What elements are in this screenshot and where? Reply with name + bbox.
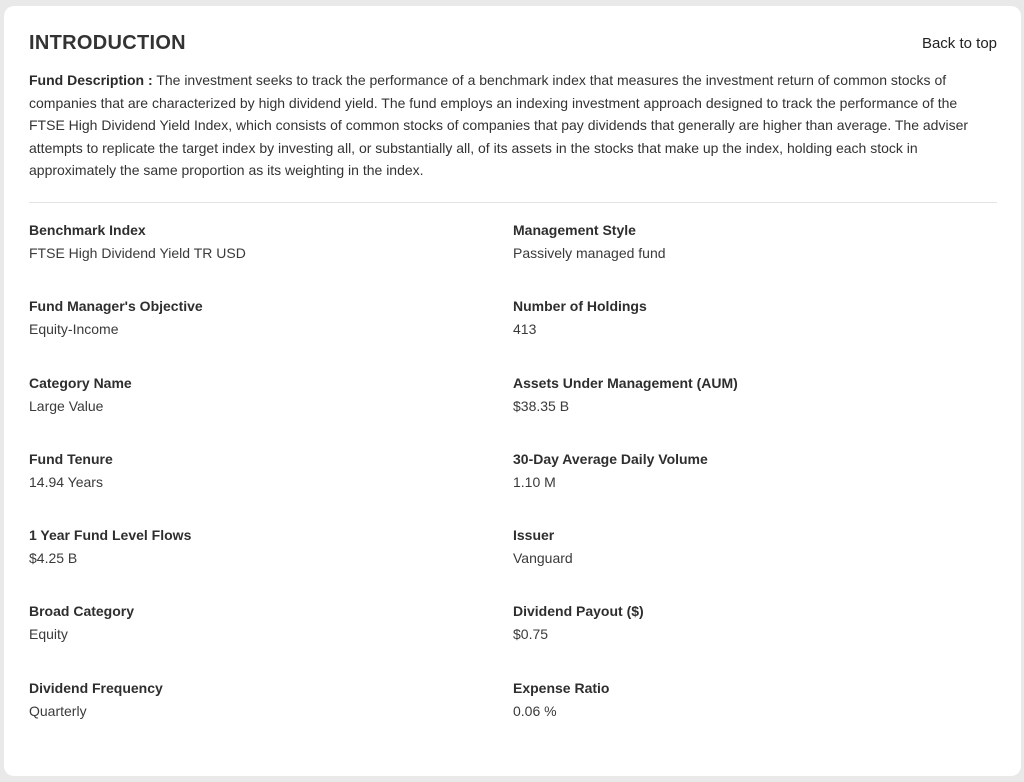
fund-details-grid (29, 221, 997, 755)
fund-description-label: Fund Description : (29, 72, 153, 88)
field-fund-level-flows (29, 526, 513, 602)
field-label: 30-Day Average Daily Volume (513, 450, 708, 467)
field-value: Quarterly (29, 702, 87, 719)
field-fund-manager-objective (29, 297, 513, 373)
field-issuer (513, 526, 997, 602)
field-value: Equity-Income (29, 321, 119, 338)
field-expense-ratio (513, 679, 997, 755)
field-value: 14.94 Years (29, 473, 103, 490)
field-label: Category Name (29, 374, 132, 391)
field-label: Issuer (513, 527, 555, 544)
field-label: Expense Ratio (513, 679, 610, 696)
field-value: $4.25 B (29, 550, 78, 567)
field-category-name (29, 374, 513, 450)
field-value: 0.06 % (513, 702, 557, 719)
field-value: 413 (513, 321, 537, 338)
field-average-daily-volume (513, 450, 997, 526)
field-label: Fund Manager's Objective (29, 298, 203, 315)
field-value: Large Value (29, 397, 104, 414)
field-label: Assets Under Management (AUM) (513, 374, 738, 391)
field-value: Passively managed fund (513, 245, 666, 261)
field-assets-under-management (513, 374, 997, 450)
field-label: Dividend Frequency (29, 679, 163, 696)
fund-description (29, 69, 989, 182)
field-label: 1 Year Fund Level Flows (29, 527, 192, 544)
back-to-top-link[interactable]: Back to top (921, 35, 997, 52)
field-label: Broad Category (29, 603, 135, 620)
field-value: Vanguard (513, 550, 573, 567)
field-management-style (513, 221, 997, 297)
field-benchmark-index (29, 221, 513, 297)
field-value: $0.75 (513, 626, 549, 643)
field-label: Dividend Payout ($) (513, 603, 644, 620)
divider (29, 202, 997, 203)
field-label: Benchmark Index (29, 222, 146, 238)
field-number-of-holdings (513, 297, 997, 373)
field-value: FTSE High Dividend Yield TR USD (29, 245, 246, 261)
field-label: Fund Tenure (29, 450, 113, 467)
field-broad-category (29, 602, 513, 678)
field-dividend-frequency (29, 679, 513, 755)
section-title: INTRODUCTION (29, 32, 186, 54)
field-label: Management Style (513, 222, 636, 238)
fund-description-text: The investment seeks to track the performance of a benchmark index that measures the investment return of common stocks of companies that are characterized by high dividend yield. The fund employs an indexing investment approach designed to track the performance of the FTSE High Dividend Yield Index, which consists of common stocks of companies that pay dividends that generally are higher than average. The adviser attempts to replicate the target index by investing all, or substantially all, of its assets in the stocks that make up the index, holding each stock in approximately the same proportion as its weighting in the index. (29, 72, 969, 179)
field-fund-tenure (29, 450, 513, 526)
field-dividend-payout (513, 602, 997, 678)
field-value: $38.35 B (513, 397, 570, 414)
field-value: Equity (29, 626, 68, 643)
field-label: Number of Holdings (513, 298, 647, 315)
introduction-card (4, 6, 1021, 776)
field-value: 1.10 M (513, 473, 556, 490)
